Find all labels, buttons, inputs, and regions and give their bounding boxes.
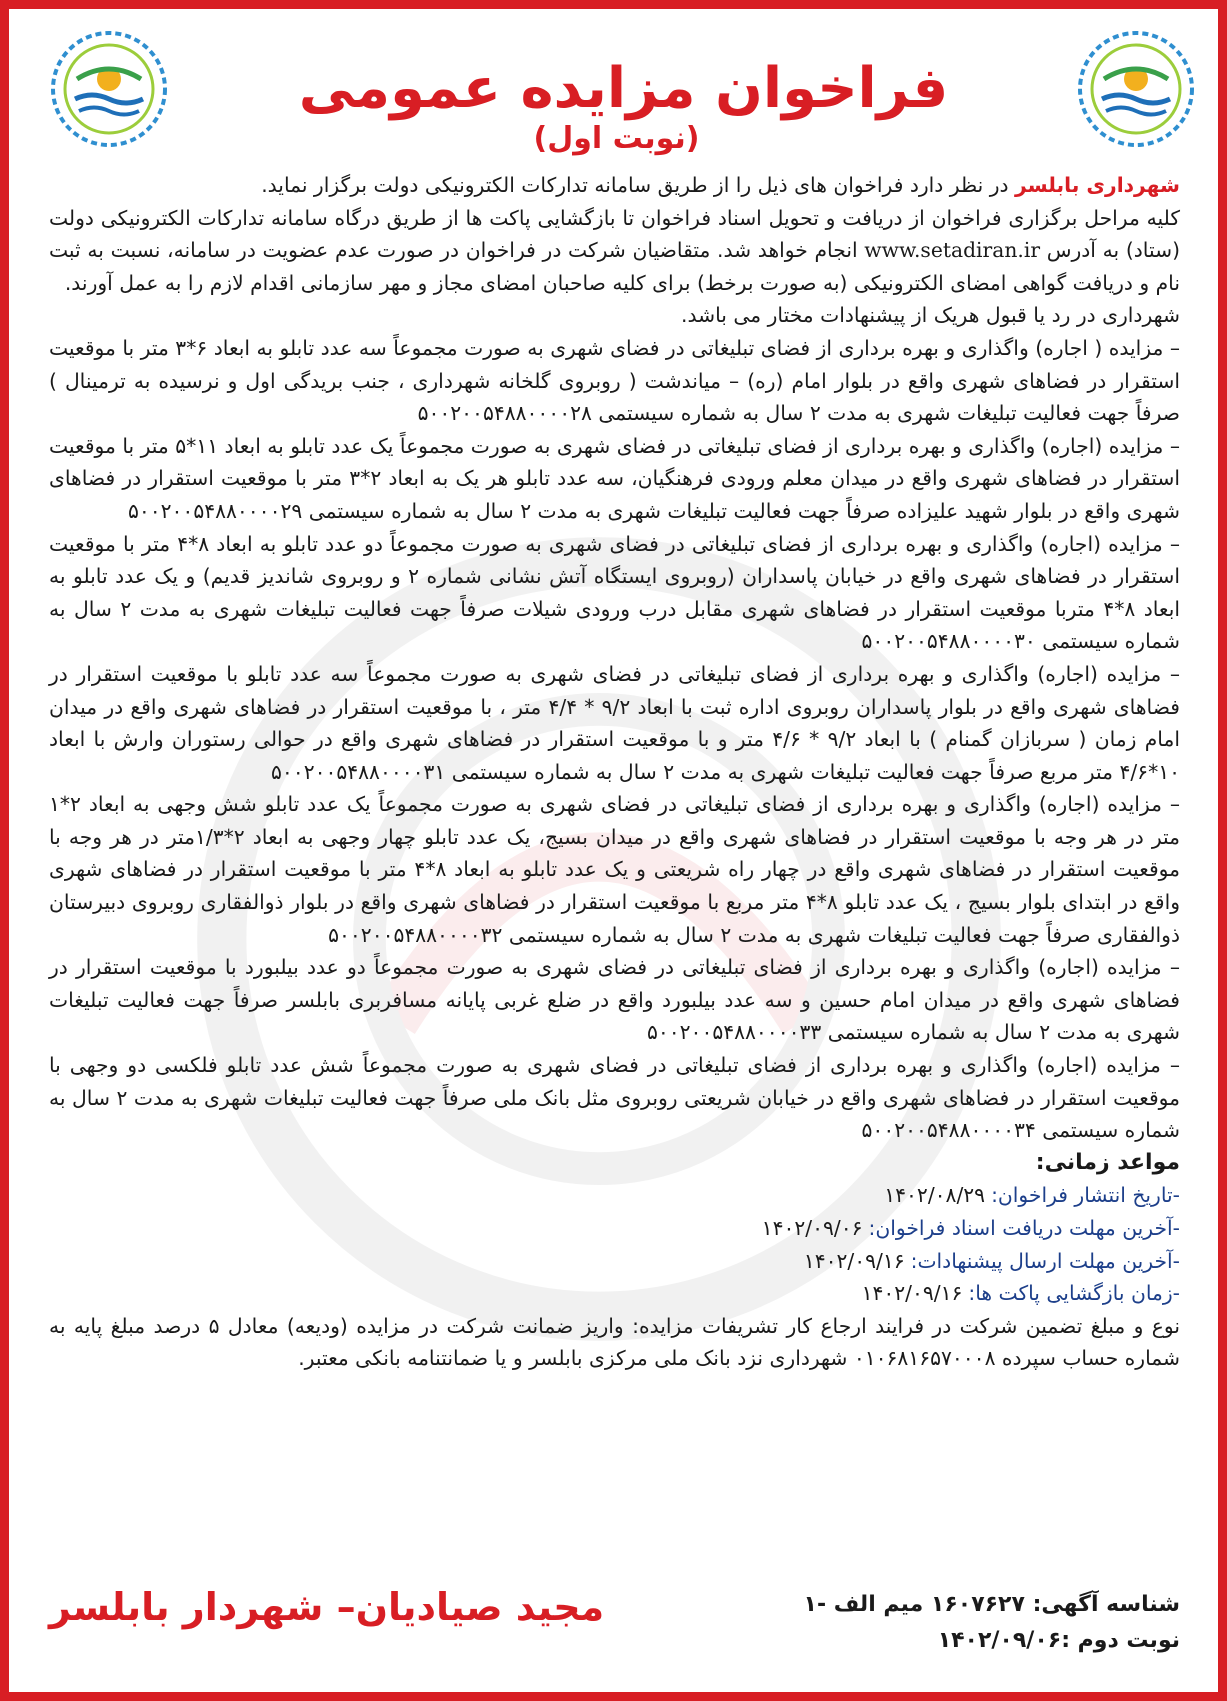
second-round-date: نوبت دوم :۱۴۰۲/۰۹/۰۶ [937,1628,1180,1653]
date-line [49,1277,1180,1310]
date-value: ۱۴۰۲/۰۹/۱۶ [861,1281,963,1306]
procedure-paragraph [49,202,1180,300]
date-label: -زمان بازگشایی پاکت ها: [968,1281,1180,1306]
round-label: (نوبت اول) [533,121,700,156]
procedure-text-2: انجام خواهد شد. متقاضیان شرکت در فراخوان در صورت عدم عضویت در سامانه، نسبت به ثبت نام و دریافت گواهی امضای الکترونیکی (به صورت برخط) برای کلیه صاحبان امضای مجاز و مهر سازمانی اقدام لازم را به عمل آورند. [49,238,1180,295]
procedure-text: کلیه مراحل برگزاری فراخوان از دریافت و تحویل اسناد فراخوان تا بازگشایی پاکت ها از طریق درگاه سامانه تدارکات الکترونیکی دولت (ستاد) به آدرس [49,205,1180,263]
footer [49,1565,1180,1675]
municipality-logo-icon [49,29,169,149]
dates-heading: مواعد زمانی: [1035,1149,1180,1175]
intro-paragraph [49,169,1180,202]
header [9,9,1218,169]
page-title: فراخوان مزایده عمومی [298,56,949,121]
auction-item: – مزایده ( اجاره) واگذاری و بهره برداری از فضای تبلیغاتی در فضای شهری به صورت مجموعاً سه عدد تابلو به ابعاد ۶*۳ متر با موقعیت استقرار در فضاهای شهری واقع در بلوار امام (ره) – میاندشت ( روبروی گلخانه شهرداری ، جنب بریدگی اول و نرسیده به ترمینال ) صرفاً جهت فعالیت تبلیغات شهری به مدت ۲ سال به شماره سیستمی ۵۰۰۲۰۰۵۴۸۸۰۰۰۰۲۸ [49,335,1180,426]
ad-info [804,1587,1181,1659]
date-line [49,1179,1180,1212]
date-line [49,1245,1180,1278]
date-line [49,1212,1180,1245]
date-value: ۱۴۰۲/۰۹/۱۶ [803,1248,905,1273]
auction-item: – مزایده (اجاره) واگذاری و بهره برداری از فضای تبلیغاتی در فضای شهری به صورت مجموعاً سه عدد تابلو با موقعیت استقرار در فضاهای شهری واقع در بلوار پاسداران روبروی اداره ثبت با ابعاد ۹/۲ * ۴/۴ متر ، با موقعیت استقرار در فضاهای شهری واقع در میدان امام زمان ( سربازان گمنام ) با ابعاد ۹/۲ * ۴/۶ متر و با موقعیت استقرار در فضاهای شهری واقع در حوالی رستوران وارش با ابعاد ۱۰*۴/۶ متر مربع صرفاً جهت فعالیت تبلیغات شهری به مدت ۲ سال به شماره سیستمی ۵۰۰۲۰۰۵۴۸۸۰۰۰۰۳۱ [49,661,1180,784]
auction-item: – مزایده (اجاره) واگذاری و بهره برداری از فضای تبلیغاتی در فضای شهری به صورت مجموعاً شش عدد تابلو فلکسی دو وجهی با موقعیت استقرار در فضاهای شهری واقع در خیابان شریعتی روبروی مثل بانک ملی صرفاً جهت فعالیت تبلیغات شهری به مدت ۲ سال به شماره سیستمی ۵۰۰۲۰۰۵۴۸۸۰۰۰۰۳۴ [49,1053,1180,1143]
announcement-body [49,169,1180,1375]
auction-item: – مزایده (اجاره) واگذاری و بهره برداری از فضای تبلیغاتی در فضای شهری به صورت مجموعاً دو عدد بیلبورد با موقعیت استقرار در فضاهای شهری واقع در میدان امام حسین و سه عدد بیلبورد واقع در ضلع غربی پایانه مسافربری بابلسر صرفاً جهت فعالیت تبلیغات شهری به مدت ۲ سال به شماره سیستمی ۵۰۰۲۰۰۵۴۸۸۰۰۰۰۳۳ [49,955,1180,1045]
org-name: شهرداری بابلسر [1014,173,1180,197]
website-link[interactable]: www.setadiran.ir [864,238,1041,263]
date-value: ۱۴۰۲/۰۸/۲۹ [884,1183,986,1208]
title-block [229,57,1018,156]
rights-paragraph: شهرداری در رد یا قبول هریک از پیشنهادات مختار می باشد. [681,303,1180,328]
ad-id: شناسه آگهی: ۱۶۰۷۶۲۷ میم الف -۱ [803,1592,1180,1617]
mayor-signature: مجید صیادیان– شهردار بابلسر [49,1585,605,1629]
date-label: -آخرین مهلت دریافت اسناد فراخوان: [868,1216,1180,1240]
auction-item: – مزایده (اجاره) واگذاری و بهره برداری از فضای تبلیغاتی در فضای شهری به صورت مجموعاً یک عدد تابلو شش وجهی به ابعاد ۲*۱ متر در هر وجه با موقعیت استقرار در فضاهای شهری واقع در میدان بسیج، یک عدد تابلو چهار وجهی به ابعاد ۲*۱/۳متر در هر وجه با موقعیت استقرار در فضاهای شهری واقع در چهار راه شریعتی و یک عدد تابلو به ابعاد ۸*۴ متر با موقعیت استقرار در فضاهای شهری واقع در ابتدای بلوار بسیج ، یک عدد تابلو ۸*۴ متر مربع با موقعیت استقرار در فضاهای شهری واقع در بلوار ذوالفقاری روبروی دبیرستان ذوالفقاری صرفاً جهت فعالیت تبلیغات شهری به مدت ۲ سال به شماره سیستمی ۵۰۰۲۰۰۵۴۸۸۰۰۰۰۳۲ [49,792,1180,947]
auction-item: – مزایده (اجاره) واگذاری و بهره برداری از فضای تبلیغاتی در فضای شهری به صورت مجموعاً یک عدد تابلو به ابعاد ۱۱*۵ متر با موقعیت استقرار در فضاهای شهری واقع در میدان معلم ورودی فرهنگیان، سه عدد تابلو هر یک به ابعاد ۲*۳ متر با موقعیت استقرار در فضاهای شهری واقع در بلوار شهید علیزاده صرفاً جهت فعالیت تبلیغات شهری به مدت ۲ سال به شماره سیستمی ۵۰۰۲۰۰۵۴۸۸۰۰۰۰۲۹ [49,433,1180,523]
guarantee-paragraph: نوع و مبلغ تضمین شرکت در فرایند ارجاع کار تشریفات مزایده: واریز ضمانت شرکت در مزایده (ودیعه) معادل ۵ درصد مبلغ پایه به شماره حساب سپرده ۰۱۰۶۸۱۶۵۷۰۰۰۸ شهرداری نزد بانک ملی مرکزی بابلسر و یا ضمانتنامه بانکی معتبر. [49,1313,1180,1371]
auction-item: – مزایده (اجاره) واگذاری و بهره برداری از فضای تبلیغاتی در فضای شهری به صورت مجموعاً دو عدد تابلو به ابعاد ۸*۴ متر با موقعیت استقرار در فضاهای شهری واقع در خیابان پاسداران (روبروی ایستگاه آتش نشانی شماره ۲ و روبروی شاندیز قدیم) و یک عدد تابلو به ابعاد ۸*۴ متربا موقعیت استقرار در فضاهای شهری مقابل درب ورودی شیلات صرفاً جهت فعالیت تبلیغات شهری به مدت ۲ سال به شماره سیستمی ۵۰۰۲۰۰۵۴۸۸۰۰۰۰۳۰ [49,531,1180,654]
municipality-logo-icon [1076,29,1196,149]
intro-text: در نظر دارد فراخوان های ذیل را از طریق سامانه تدارکات الکترونیکی دولت برگزار نماید. [261,173,1015,197]
date-label: -آخرین مهلت ارسال پیشنهادات: [910,1248,1180,1273]
date-value: ۱۴۰۲/۰۹/۰۶ [761,1216,863,1240]
date-label: -تاریخ انتشار فراخوان: [991,1183,1180,1208]
